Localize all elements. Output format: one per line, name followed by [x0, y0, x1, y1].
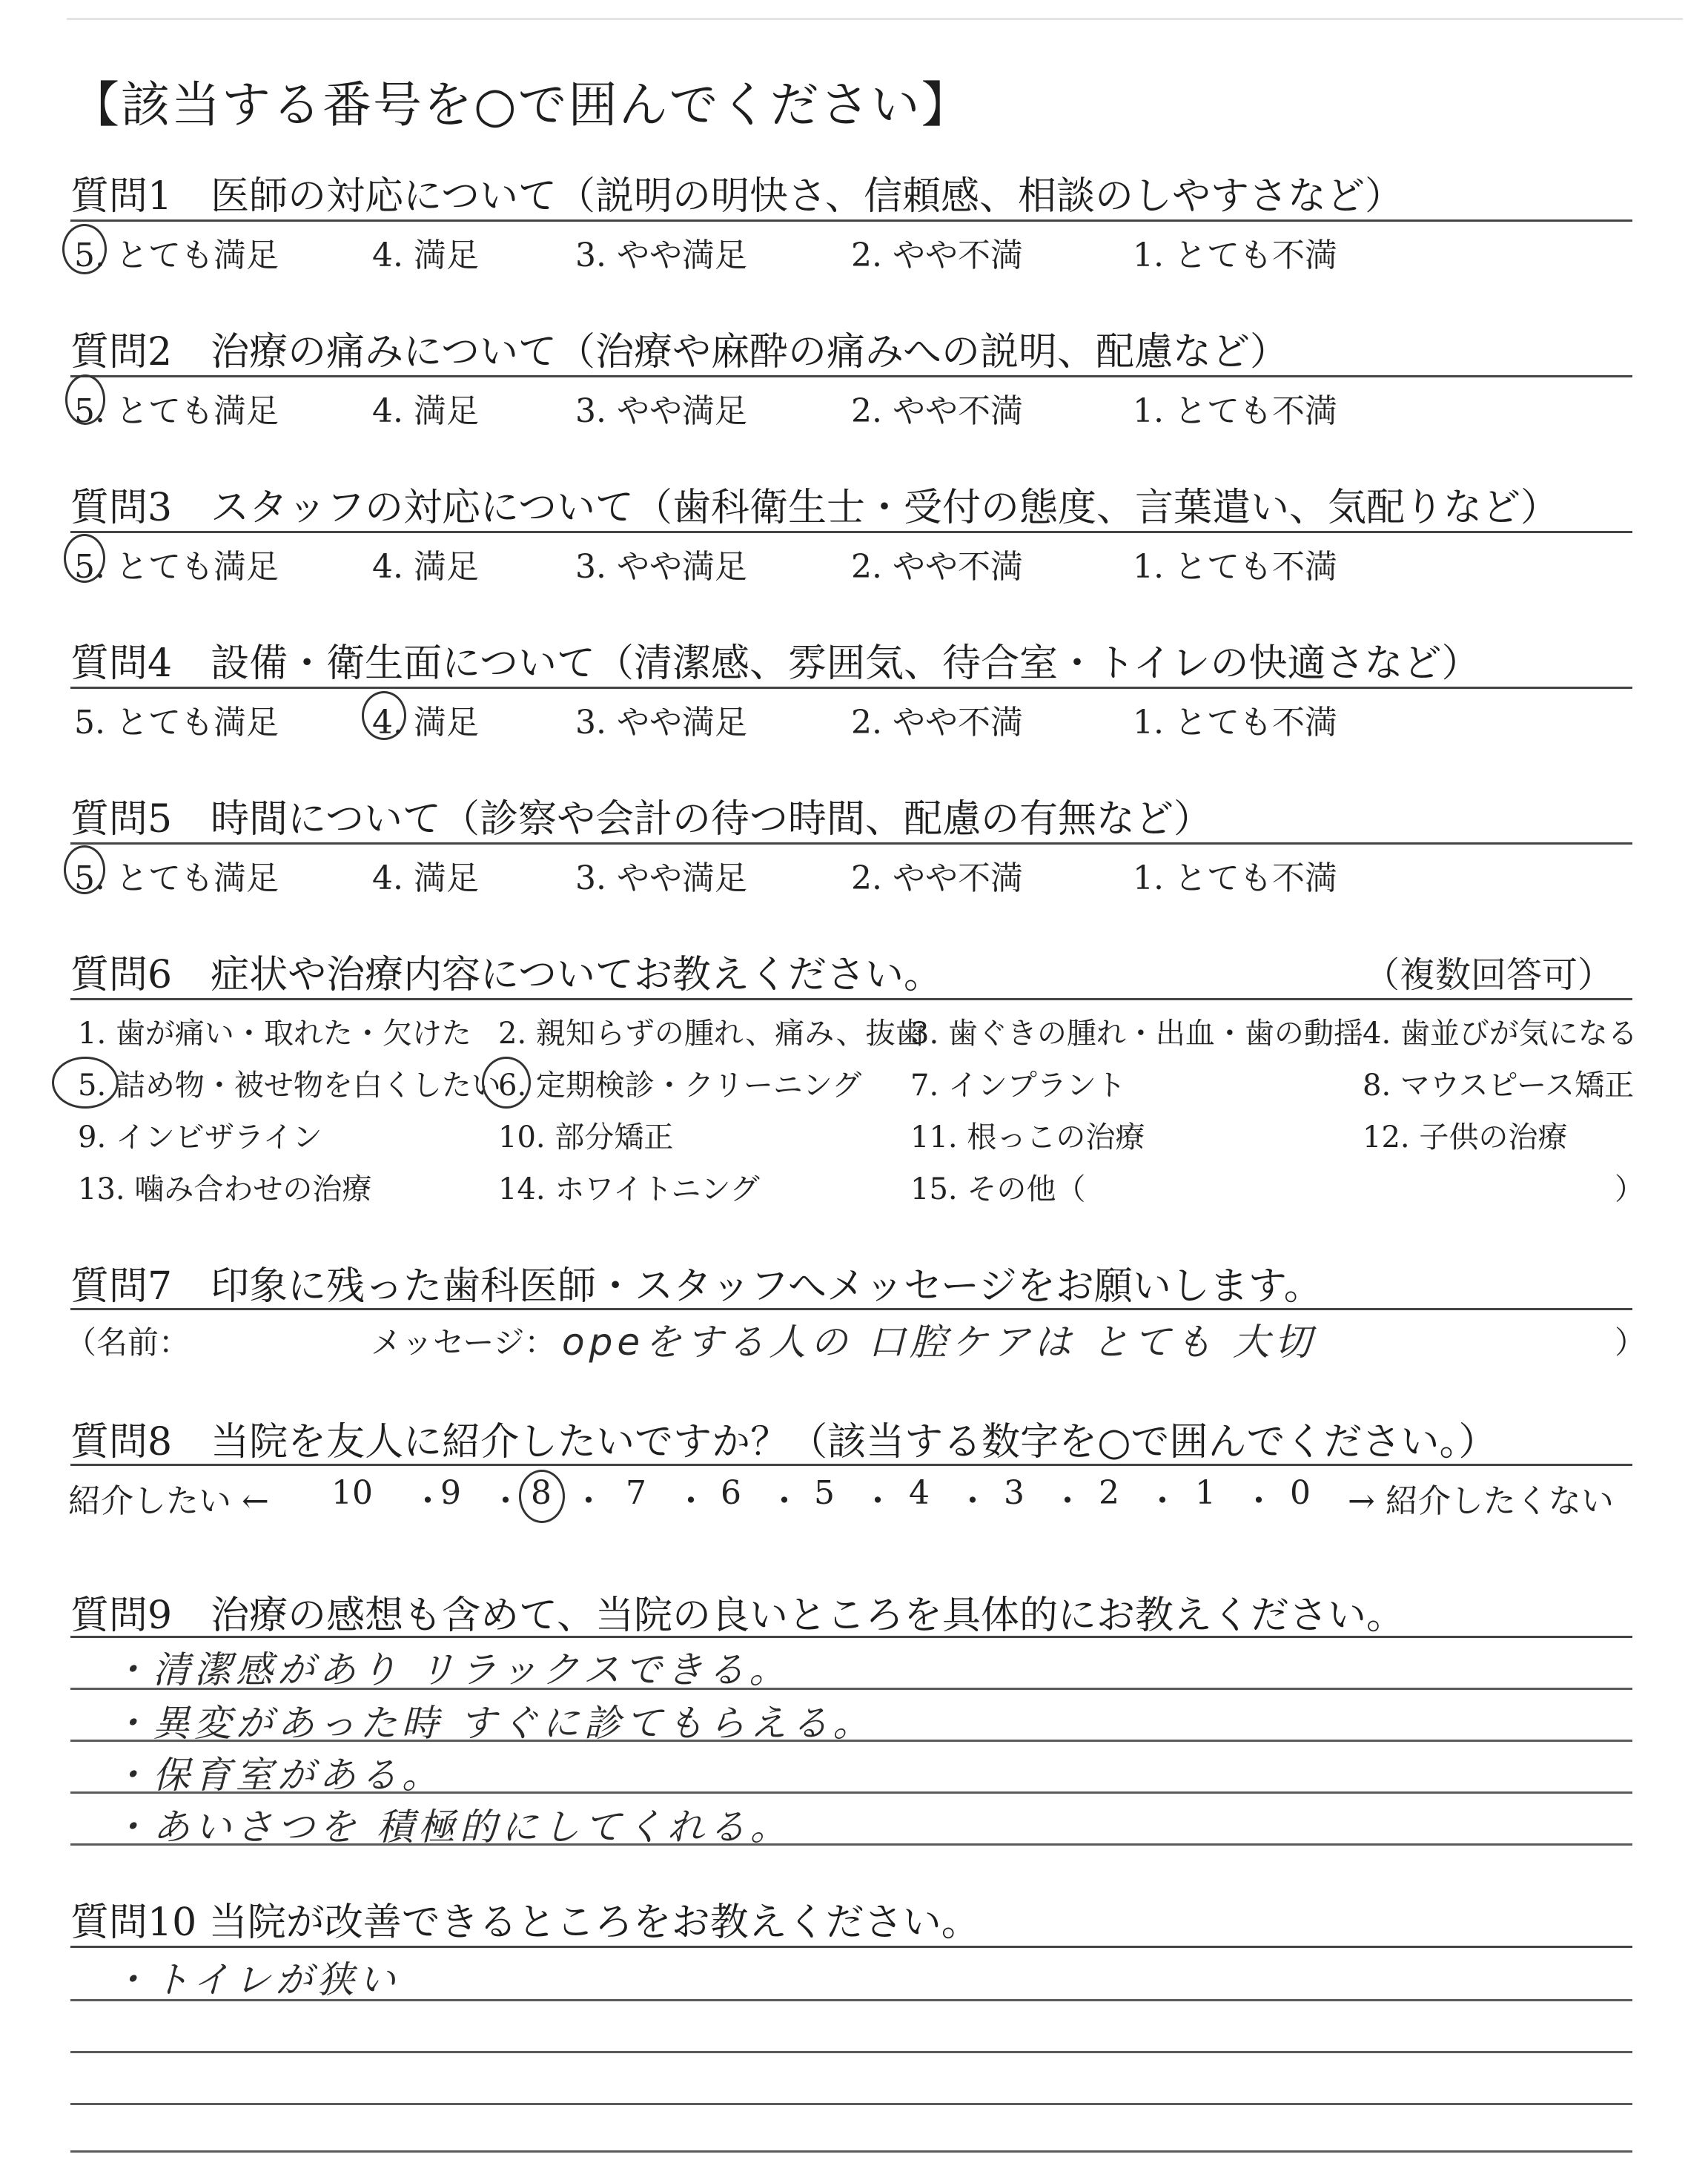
- q8-right-label: → 紹介したくない: [1348, 1482, 1614, 1520]
- q9-line: [70, 1740, 1632, 1742]
- q5-option-4[interactable]: 4. 満足: [372, 859, 479, 897]
- q9-line: [70, 1843, 1632, 1846]
- q8-scale-4[interactable]: 4: [909, 1474, 930, 1512]
- q8-scale-3[interactable]: 3: [1004, 1474, 1025, 1512]
- q9-line: [70, 1791, 1632, 1794]
- q6-item-6[interactable]: 6. 定期検診・クリーニング: [498, 1069, 862, 1103]
- q4-title: 質問4 設備・衛生面について（清潔感、雰囲気、待合室・トイレの快適さなど）: [70, 641, 1480, 686]
- q6-item-3[interactable]: 3. 歯ぐきの腫れ・出血・歯の動揺: [910, 1017, 1363, 1051]
- q2-option-3[interactable]: 3. やや満足: [575, 392, 747, 430]
- q8-rule: [70, 1464, 1632, 1466]
- q8-dot-separator: ・: [411, 1482, 444, 1520]
- q10-title: 質問10 当院が改善できるところをお教えください。: [70, 1900, 980, 1945]
- q5-rule: [70, 842, 1632, 845]
- q6-item-5[interactable]: 5. 詰め物・被せ物を白くしたい: [78, 1069, 501, 1103]
- q5-option-1[interactable]: 1. とても不満: [1133, 859, 1337, 897]
- q7-name-label: （名前：: [65, 1324, 191, 1361]
- q8-scale-6[interactable]: 6: [721, 1474, 741, 1512]
- q5-title: 質問5 時間について（診察や会計の待つ時間、配慮の有無など）: [70, 797, 1213, 842]
- q1-option-4[interactable]: 4. 満足: [372, 237, 479, 274]
- q3-option-3[interactable]: 3. やや満足: [575, 548, 747, 586]
- q5-option-2[interactable]: 2. やや不満: [851, 859, 1023, 897]
- q8-scale-5[interactable]: 5: [814, 1474, 835, 1512]
- q2-rule: [70, 375, 1632, 377]
- q7-close-paren: ）: [1615, 1324, 1646, 1361]
- q9-rule: [70, 1636, 1632, 1638]
- q8-dot-separator: ・: [768, 1482, 801, 1520]
- q8-scale-0[interactable]: 0: [1290, 1474, 1311, 1512]
- q9-answer-1[interactable]: ・清潔感があり リラックスできる。: [111, 1648, 791, 1691]
- q3-option-1[interactable]: 1. とても不満: [1133, 548, 1337, 586]
- q9-line: [70, 1688, 1632, 1690]
- q7-rule: [70, 1308, 1632, 1310]
- q9-answer-3[interactable]: ・保育室がある。: [111, 1754, 443, 1797]
- q3-option-2[interactable]: 2. やや不満: [851, 548, 1023, 586]
- q2-title: 質問2 治療の痛みについて（治療や麻酔の痛みへの説明、配慮など）: [70, 330, 1289, 374]
- q10-line: [70, 1999, 1632, 2001]
- q4-option-1[interactable]: 1. とても不満: [1133, 704, 1337, 742]
- q8-dot-separator: ・: [1051, 1482, 1084, 1520]
- q5-option-5[interactable]: 5. とても満足: [74, 859, 279, 897]
- q6-item-7[interactable]: 7. インプラント: [910, 1069, 1126, 1103]
- q4-rule: [70, 687, 1632, 689]
- q8-dot-separator: ・: [489, 1482, 522, 1520]
- q8-dot-separator: ・: [1146, 1482, 1179, 1520]
- q8-scale-7[interactable]: 7: [626, 1474, 646, 1512]
- q8-dot-separator: ・: [572, 1482, 605, 1520]
- q6-item-9[interactable]: 9. インビザライン: [78, 1120, 322, 1155]
- q1-option-5[interactable]: 5. とても満足: [74, 237, 279, 274]
- q8-scale-8[interactable]: 8: [531, 1474, 552, 1512]
- q6-title: 質問6 症状や治療内容についてお教えください。: [70, 953, 943, 997]
- q10-line: [70, 2103, 1632, 2105]
- q9-answer-4[interactable]: ・あいさつを 積極的にしてくれる。: [111, 1806, 792, 1849]
- q6-multi-answer-note: （複数回答可）: [1364, 954, 1614, 996]
- q4-option-2[interactable]: 2. やや不満: [851, 704, 1023, 742]
- q9-answer-2[interactable]: ・異変があった時 すぐに診てもらえる。: [111, 1702, 875, 1745]
- q10-line: [70, 2150, 1632, 2153]
- q6-item-14[interactable]: 14. ホワイトニング: [498, 1172, 760, 1206]
- q1-option-2[interactable]: 2. やや不満: [851, 237, 1023, 274]
- q6-item-1[interactable]: 1. 歯が痛い・取れた・欠けた: [78, 1017, 471, 1051]
- q4-option-3[interactable]: 3. やや満足: [575, 704, 747, 742]
- q7-title: 質問7 印象に残った歯科医師・スタッフへメッセージをお願いします。: [70, 1264, 1323, 1309]
- q8-dot-separator: ・: [1242, 1482, 1275, 1520]
- q6-item-10[interactable]: 10. 部分矯正: [498, 1120, 674, 1155]
- q10-answer-1[interactable]: ・トイレが狭い: [111, 1958, 400, 2001]
- q2-option-5[interactable]: 5. とても満足: [74, 392, 279, 430]
- q6-item-2[interactable]: 2. 親知らずの腫れ、痛み、抜歯: [498, 1017, 925, 1051]
- q1-option-3[interactable]: 3. やや満足: [575, 237, 747, 274]
- q7-message-label: メッセージ：: [371, 1324, 556, 1361]
- q2-option-2[interactable]: 2. やや不満: [851, 392, 1023, 430]
- q6-item-8[interactable]: 8. マウスピース矯正: [1363, 1069, 1635, 1103]
- q10-rule: [70, 1946, 1632, 1948]
- q2-option-4[interactable]: 4. 満足: [372, 392, 479, 430]
- q1-option-1[interactable]: 1. とても不満: [1133, 237, 1337, 274]
- q8-dot-separator: ・: [675, 1482, 707, 1520]
- q5-option-3[interactable]: 3. やや満足: [575, 859, 747, 897]
- form-title: 【該当する番号を○で囲んでください】: [70, 76, 972, 133]
- q3-title: 質問3 スタッフの対応について（歯科衛生士・受付の態度、言葉遣い、気配りなど）: [70, 486, 1560, 530]
- q3-option-4[interactable]: 4. 満足: [372, 548, 479, 586]
- q1-rule: [70, 219, 1632, 222]
- q4-option-4[interactable]: 4. 満足: [372, 704, 479, 742]
- q8-scale-2[interactable]: 2: [1099, 1474, 1119, 1512]
- q4-option-5[interactable]: 5. とても満足: [74, 704, 279, 742]
- q8-scale-1[interactable]: 1: [1195, 1474, 1216, 1512]
- q6-item-15-close: ）: [1615, 1172, 1644, 1206]
- q6-item-12[interactable]: 12. 子供の治療: [1363, 1120, 1568, 1155]
- q8-scale-9[interactable]: 9: [440, 1474, 461, 1512]
- q10-line: [70, 2051, 1632, 2053]
- q1-title: 質問1 医師の対応について（説明の明快さ、信頼感、相談のしやすさなど）: [70, 174, 1403, 219]
- q7-message-text[interactable]: opeをする人の 口腔ケアは とても 大切: [562, 1321, 1316, 1364]
- q6-rule: [70, 998, 1632, 1000]
- q8-left-label: 紹介したい ←: [68, 1482, 269, 1520]
- q8-title: 質問8 当院を友人に紹介したいですか？（該当する数字を○で囲んでください。）: [70, 1420, 1497, 1464]
- top-border: [67, 18, 1683, 20]
- q3-option-5[interactable]: 5. とても満足: [74, 548, 279, 586]
- q6-item-11[interactable]: 11. 根っこの治療: [910, 1120, 1145, 1155]
- q8-dot-separator: ・: [956, 1482, 989, 1520]
- q2-option-1[interactable]: 1. とても不満: [1133, 392, 1337, 430]
- q8-dot-separator: ・: [861, 1482, 894, 1520]
- q6-item-15[interactable]: 15. その他（: [910, 1172, 1086, 1206]
- q9-title: 質問9 治療の感想も含めて、当院の良いところを具体的にお教えください。: [70, 1593, 1406, 1638]
- q3-rule: [70, 531, 1632, 533]
- q8-scale-10[interactable]: 10: [331, 1474, 373, 1512]
- q6-item-13[interactable]: 13. 噛み合わせの治療: [78, 1172, 372, 1206]
- q6-item-4[interactable]: 4. 歯並びが気になる: [1363, 1017, 1638, 1051]
